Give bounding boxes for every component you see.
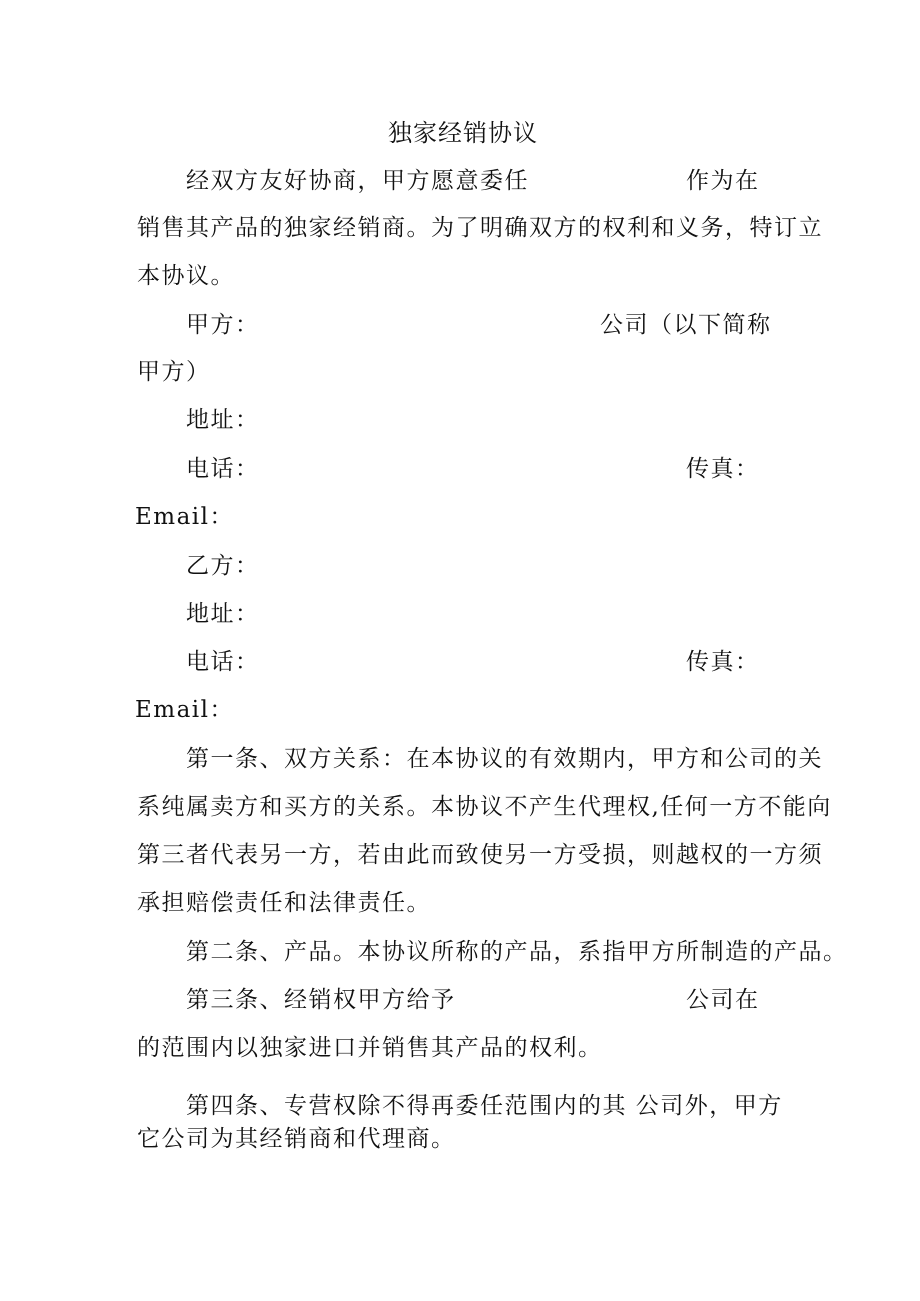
party-a-fax-label: 传真： — [686, 456, 760, 482]
party-b-fax-label: 传真： — [686, 649, 760, 675]
document-title: 独家经销协议 — [388, 119, 538, 147]
article-1-line-3: 第三者代表另一方，若由此而致使另一方受损，则越权的一方须 — [137, 842, 823, 868]
article-1-line-2: 系纯属卖方和买方的关系。本协议不产生代理权,任何一方不能向 — [137, 794, 832, 820]
intro-line-3: 本协议。 — [137, 263, 235, 289]
article-1-line-1: 第一条、双方关系：在本协议的有效期内，甲方和公司的关 — [186, 746, 823, 772]
party-a-company-suffix: 公司（以下简称 — [600, 312, 772, 338]
article-4-line-1: 第四条、专营权除不得再委任范围内的其 公司外，甲方 — [186, 1093, 783, 1119]
article-1-line-4: 承担赔偿责任和法律责任。 — [137, 890, 431, 916]
party-a-label: 甲方： — [186, 312, 260, 338]
article-4-line-2: 它公司为其经销商和代理商。 — [137, 1126, 456, 1152]
party-b-address-label: 地址： — [186, 601, 260, 627]
article-2-line-1: 第二条、产品。本协议所称的产品，系指甲方所制造的产品。 — [186, 939, 848, 965]
intro-line-2: 销售其产品的独家经销商。为了明确双方的权利和义务，特订立 — [137, 215, 823, 241]
article-3-line-2: 的范围内以独家进口并销售其产品的权利。 — [137, 1035, 603, 1061]
party-b-label: 乙方： — [186, 553, 260, 579]
intro-line-1b: 作为在 — [686, 168, 760, 194]
party-b-email-label: Email： — [135, 697, 235, 723]
article-3-line-1b: 公司在 — [686, 987, 760, 1013]
party-a-company-suffix-cont: 甲方） — [137, 359, 211, 385]
party-a-phone-label: 电话： — [186, 456, 260, 482]
party-a-email-label: Email： — [135, 504, 235, 530]
article-3-line-1a: 第三条、经销权甲方给予 — [186, 987, 456, 1013]
party-b-phone-label: 电话： — [186, 649, 260, 675]
intro-line-1a: 经双方友好协商，甲方愿意委任 — [186, 168, 529, 194]
party-a-address-label: 地址： — [186, 407, 260, 433]
